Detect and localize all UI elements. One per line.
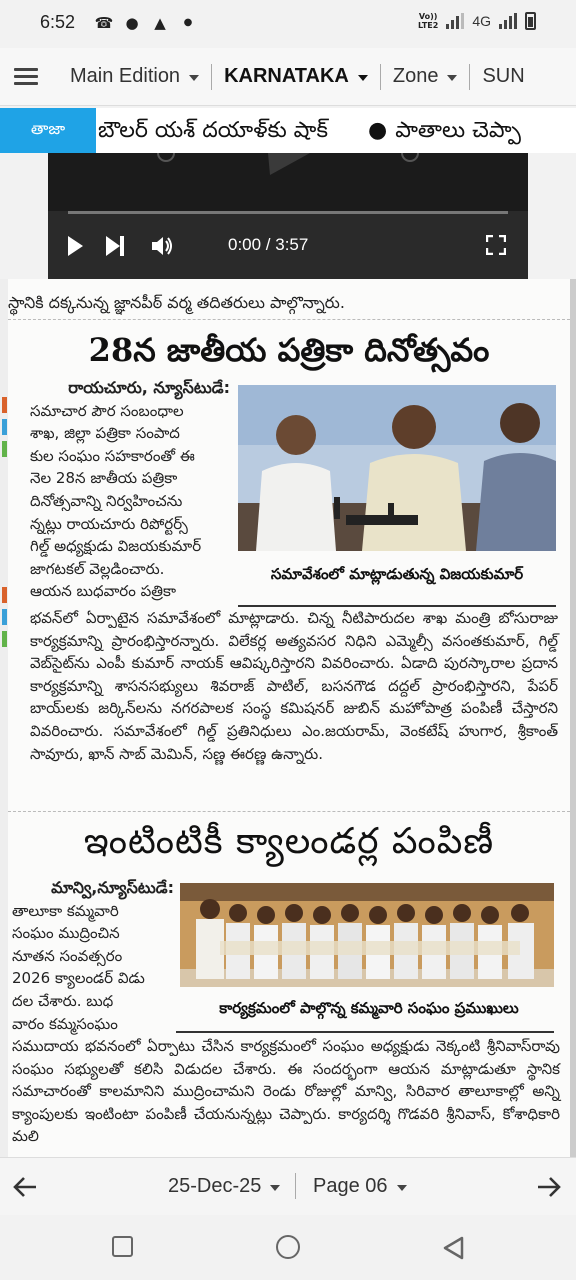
article-headline[interactable]: ఇంటింటికీ క్యాలండర్ల పంపిణీ [83, 821, 495, 862]
article-column [30, 377, 230, 603]
nav-divider [211, 64, 212, 90]
col-line: గిల్డ్ అధ్యక్షుడు విజయకుమార్ [30, 537, 202, 556]
article-photo[interactable] [180, 883, 554, 987]
article-photo[interactable] [238, 385, 556, 551]
col-line: నెల 28న జాతీయ పత్రికా [30, 469, 178, 488]
previous-page-arrow-icon[interactable] [12, 1174, 38, 1200]
page-label: Page 06 [313, 1175, 388, 1197]
day-tab[interactable] [482, 65, 524, 88]
date-selector[interactable] [168, 1175, 280, 1198]
chevron-down-icon [358, 75, 368, 81]
col-line: నూతన సంవత్సరం [12, 946, 123, 965]
dot-icon: ● [183, 17, 193, 28]
col-line: కుల సంఘం సహకారంతో ఈ [30, 446, 195, 465]
nav-divider [295, 1173, 296, 1199]
col-line: శాఖ, జిల్లా పత్రికా సంపాద [30, 424, 180, 443]
chevron-down-icon [270, 1185, 280, 1191]
edition-dropdown[interactable] [70, 65, 199, 88]
status-bar [0, 0, 576, 48]
video-player[interactable] [48, 153, 528, 279]
chevron-down-icon [397, 1185, 407, 1191]
video-thumbnail [48, 153, 528, 211]
next-page-arrow-icon[interactable] [536, 1174, 562, 1200]
menu-icon[interactable] [14, 64, 38, 89]
dateline: రాయచూరు, న్యూస్‌టుడే: [68, 378, 230, 397]
ticker-item[interactable]: బౌలర్ యశ్ దయాళ్‌కు షాక్ [98, 118, 329, 143]
warning-icon: ▲ [154, 14, 166, 32]
dateline: మాన్వి,న్యూస్‌టుడే: [51, 878, 174, 897]
signal-icon [446, 13, 464, 29]
video-controls [48, 225, 528, 265]
page-selector[interactable] [313, 1175, 407, 1198]
col-line: జాగటకల్ వెల్లడించారు. [30, 559, 165, 578]
col-line: ఆయన బుధవారం పత్రికా [30, 582, 176, 601]
system-navigation-bar [0, 1215, 576, 1280]
bullet-icon: ● [368, 118, 388, 143]
state-label: KARNATAKA [224, 65, 349, 87]
day-label: SUN [482, 65, 525, 87]
ticker-tag: తాజా [0, 108, 96, 153]
back-icon[interactable] [441, 1235, 467, 1261]
recents-icon[interactable] [112, 1236, 133, 1257]
zone-dropdown[interactable] [393, 65, 458, 88]
divider [8, 811, 570, 812]
volte-indicator: Vo)) LTE2 [418, 12, 439, 30]
message-icon: ● [125, 14, 139, 32]
status-time: 6:52 [40, 12, 76, 32]
ticker-text[interactable] [96, 108, 521, 153]
epaper-page[interactable] [8, 279, 570, 1157]
nav-divider [469, 64, 470, 90]
notification-icons [94, 13, 198, 33]
date-label: 25-Dec-25 [168, 1175, 262, 1197]
epaper-viewport[interactable] [0, 279, 576, 1157]
color-markers [2, 397, 7, 653]
play-icon[interactable] [68, 236, 83, 256]
chevron-down-icon [189, 75, 199, 81]
chevron-down-icon [447, 75, 457, 81]
divider [8, 319, 570, 320]
col-line: సంఘం ముద్రించిన [12, 924, 120, 943]
network-type: 4G [472, 13, 491, 29]
col-line: వారం కమ్మసంఘం [12, 1014, 118, 1033]
video-frame[interactable] [48, 153, 528, 211]
article-body: భవన్‌లో ఏర్పాటైన సమావేశంలో మాట్లాడారు. చిన్న నీటిపారుదల శాఖ మంత్రి బోసురాజు కార్యక్రమాన్ని ప్రారంభిస్తారన్నారు. విలేకర్ల అత్యవసర నిధిని ఎమ్మెల్సీ వసంతకుమార్, గిల్డ్ వెబ్‌సైట్‌ను ఎంపీ కుమార్ నాయక్ ఆవిష్కరిస్తారని వివరించారు. ఏడాది పురస్కారాల ప్రదాన కార్యక్రమాన్ని శాసనసభ్యులు శివరాజ్ పాటిల్, బసనగౌడ దద్దల్ ప్రారంభిస్తారని, పేపర్ బాయ్‌లకు జర్కిన్‌లను నగరపాలక సంస్థ కమిషనర్ జుబిన్ మహోపాత్ర పంపిణీ చేస్తారని వివరించారు. సమావేశంలో గిల్డ్ ప్రతినిధులు ఎం.జయరామ్, వెంకటేష్ హుగార, శ్రీకాంత్ సావూరు, ఖాన్ సాబ్ మెమిన్, సణ్ణ ఈరణ్ణ ఉన్నారు. [30, 609, 558, 763]
col-line: సమాచార పౌర సంబంధాల [30, 401, 184, 420]
col-line: 2026 క్యాలండర్ విడు [12, 969, 145, 988]
col-line: దల చేశారు. బుధ [12, 991, 114, 1010]
divider [176, 1031, 554, 1033]
page-navigation [0, 1157, 576, 1215]
col-line: దినోత్సవాన్ని నిర్వహించను [30, 491, 183, 510]
home-icon[interactable] [276, 1235, 300, 1259]
col-line: తాలూకా కమ్మవారి [12, 901, 119, 920]
ticker-item[interactable]: పాతాలు చెప్పా [395, 118, 521, 143]
video-time: 0:00 / 3:57 [228, 235, 309, 254]
article-column [12, 877, 174, 1035]
fullscreen-icon[interactable] [486, 235, 506, 255]
photo-caption: కార్యక్రమంలో పాల్గొన్న కమ్మవారి సంఘం ప్రముఖులు [219, 999, 519, 1017]
article-headline[interactable]: 28న జాతీయ పత్రికా దినోత్సవం [88, 331, 490, 369]
state-dropdown[interactable] [224, 65, 368, 88]
volume-icon[interactable] [151, 235, 175, 257]
zone-label: Zone [392, 65, 439, 87]
col-line: న్నట్లు రాయచూరు రిపోర్టర్స్ [30, 514, 188, 533]
video-progress-bar[interactable] [68, 211, 508, 214]
continued-text: స్థానికి దక్కనున్న జ్ఞానపీఠ్ వర్మ తదితరులు పాల్గొన్నారు. [8, 293, 345, 312]
news-ticker[interactable] [0, 108, 576, 153]
photo-caption: సమావేశంలో మాట్లాడుతున్న విజయకుమార్ [270, 565, 524, 583]
edition-label: Main Edition [70, 65, 181, 87]
scroll-indicator[interactable] [570, 279, 576, 1157]
signal2-icon [499, 13, 517, 29]
whatsapp-icon: ☎ [94, 14, 114, 32]
nav-divider [380, 64, 381, 90]
article-body: సముదాయ భవనంలో ఏర్పాటు చేసిన కార్యక్రమంలో సంఘం అధ్యక్షుడు నెక్కంటి శ్రీనివాస్‌రావు సంఘం సభ్యులతో కలిసి విడుదల చేశారు. ఈ సందర్భంగా ఆయన మాట్లాడుతూ స్థానిక సమాచారంతో కాలమానిని ముద్రించామని రెండు రోజుల్లో మాన్వి, సిరివార తాలూకాల్లో అన్ని క్యాంపులకు ఇంటింటా పంపిణీ చేయనున్నట్లు చెప్పారు. కార్యదర్శి గొడవరి శ్రీనివాస్, కోశాధికారి మలి [12, 1037, 560, 1146]
top-navigation [0, 48, 576, 106]
battery-icon [525, 12, 536, 30]
